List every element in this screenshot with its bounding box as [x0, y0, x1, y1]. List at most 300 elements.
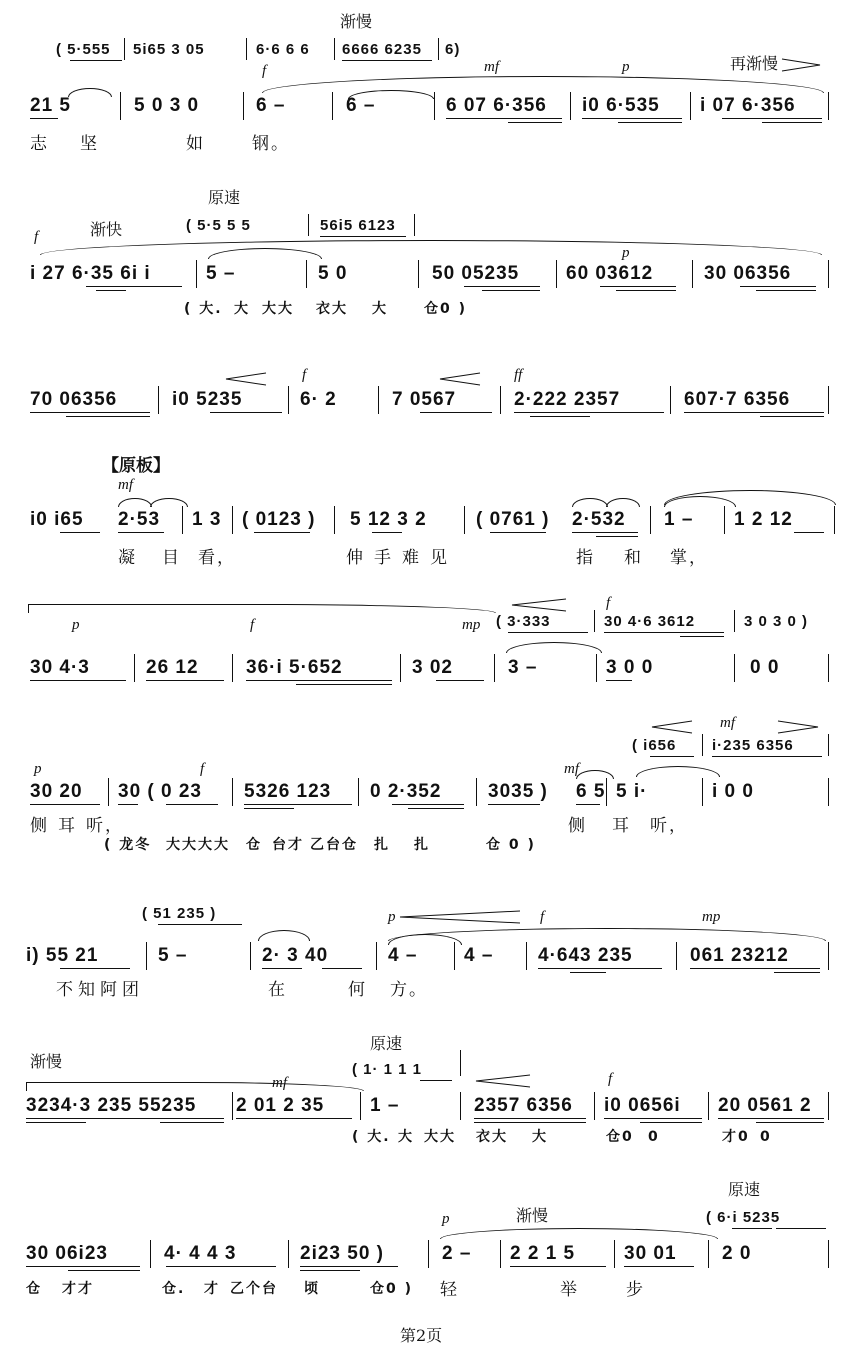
percussion-text: 顷 [304, 1281, 320, 1297]
barline [708, 1240, 709, 1268]
crescendo-hairpin [652, 720, 694, 734]
underline [760, 416, 824, 417]
barline [376, 942, 377, 970]
barline [232, 654, 233, 682]
melody-measure: 5 – [206, 263, 236, 284]
underline [30, 118, 58, 119]
lyric: 和 [624, 548, 643, 568]
barline [460, 1050, 461, 1076]
phrase-slur [440, 1228, 718, 1239]
barline [308, 214, 309, 236]
lyric: 轻 [440, 1280, 459, 1300]
lyric: 钢。 [252, 134, 290, 154]
tempo-mark: 原速 [208, 188, 241, 207]
barline [606, 778, 607, 806]
melody-measure: ( 0761 ) [476, 509, 550, 530]
dynamic-mark: mp [462, 617, 481, 633]
lyric: 见 [430, 548, 449, 568]
melody-measure: 3234·3 235 55235 [26, 1095, 197, 1116]
underline [96, 290, 126, 291]
barline [334, 506, 335, 534]
barline [232, 1092, 233, 1120]
underline [600, 286, 676, 287]
lyric: 听， [650, 816, 688, 836]
melody-measure: 30 01 [624, 1243, 677, 1264]
underline [530, 416, 590, 417]
underline [756, 290, 816, 291]
melody-measure: 2·532 [572, 509, 626, 530]
crescendo-hairpin [226, 372, 268, 386]
dynamic-mark: ff [514, 367, 523, 383]
underline [66, 416, 150, 417]
barline [360, 1092, 361, 1120]
barline [828, 260, 829, 288]
tempo-mark: 再渐慢 [730, 54, 779, 73]
underline [30, 804, 100, 805]
underline [762, 122, 822, 123]
melody-measure: 30 ( 0 23 [118, 781, 202, 802]
lyric: 方。 [390, 980, 428, 1000]
underline [166, 1266, 276, 1267]
lyric: 侧 [568, 816, 587, 836]
melody-measure: 6 07 6·356 [446, 95, 547, 116]
barline [146, 942, 147, 970]
melody-measure: 30 20 [30, 781, 83, 802]
percussion-text: 衣大 [476, 1129, 508, 1145]
melody-measure: 2 0 [722, 1243, 752, 1264]
underline [684, 412, 824, 413]
underline [606, 680, 632, 681]
melody-measure: ( 0123 ) [242, 509, 316, 530]
melody-measure: 2· 3 40 [262, 945, 329, 966]
melody-measure: 26 12 [146, 657, 199, 678]
lyric: 阿 [100, 980, 119, 1000]
percussion-text: 乙个台 [230, 1281, 278, 1297]
lyric: 耳 [612, 816, 631, 836]
percussion-text: 仓0 [606, 1129, 634, 1145]
lyric: 耳 [58, 816, 77, 836]
barline [734, 654, 735, 682]
barline [828, 386, 829, 414]
melody-measure: i0 i65 [30, 509, 84, 530]
underline [776, 1228, 826, 1229]
melody-measure: 2i23 50 ) [300, 1243, 384, 1264]
tie-slur [118, 498, 152, 507]
melody-measure: 70 06356 [30, 389, 118, 410]
dynamic-mark: mf [564, 761, 579, 777]
barline [108, 778, 109, 806]
dynamic-mark: mf [272, 1075, 287, 1091]
percussion-text: 扎 [374, 837, 390, 853]
underline [300, 1270, 360, 1271]
accomp-text: ( 5·5 5 5 [186, 217, 251, 234]
underline [570, 972, 606, 973]
underline [244, 804, 352, 805]
melody-measure: 1 3 [192, 509, 222, 530]
melody-measure: 5 0 3 0 [134, 95, 200, 116]
accomp-text: 30 4·6 3612 [604, 613, 696, 630]
lyric: 步 [626, 1280, 645, 1300]
melody-measure: 0 0 [750, 657, 780, 678]
melody-measure: 5 12 3 2 [350, 509, 427, 530]
underline [392, 804, 464, 805]
percussion-text: 0 [648, 1129, 660, 1145]
barline [250, 942, 251, 970]
underline [246, 680, 392, 681]
lyric: 难 [402, 548, 421, 568]
accomp-text: ( 5·555 [56, 41, 111, 58]
barline [243, 92, 244, 120]
underline [60, 968, 130, 969]
barline [476, 778, 477, 806]
melody-measure: 2·222 2357 [514, 389, 621, 410]
melody-measure: 50 05235 [432, 263, 520, 284]
tempo-mark: 渐慢 [340, 12, 373, 31]
percussion-text: 才才 [62, 1281, 94, 1297]
tie-slur [576, 770, 614, 779]
underline [618, 122, 682, 123]
melody-measure: 2 01 2 35 [236, 1095, 325, 1116]
dynamic-mark: p [442, 1211, 450, 1227]
barline [828, 942, 829, 970]
melody-measure: 3 – [508, 657, 538, 678]
lyric: 听， [86, 816, 124, 836]
barline [246, 38, 247, 60]
barline [150, 1240, 151, 1268]
barline [734, 610, 735, 632]
underline [482, 290, 540, 291]
lyric: 团 [122, 980, 141, 1000]
dynamic-mark: f [606, 595, 611, 611]
barline [494, 654, 495, 682]
barline [828, 778, 829, 806]
barline [182, 506, 183, 534]
underline [210, 412, 282, 413]
barline [400, 654, 401, 682]
underline [26, 1122, 86, 1123]
barline [434, 92, 435, 120]
barline [232, 778, 233, 806]
dynamic-mark: f [34, 229, 39, 245]
melody-measure: 061 23212 [690, 945, 789, 966]
underline [680, 636, 724, 637]
accomp-text: 6666 6235 [342, 41, 422, 58]
dynamic-mark: mf [118, 477, 133, 493]
dynamic-mark: f [200, 761, 205, 777]
lyric: 手 [374, 548, 393, 568]
lyric: 掌， [670, 548, 708, 568]
underline [26, 1266, 140, 1267]
lyric: 如 [186, 134, 205, 154]
percussion-text: 仓0 ) [370, 1281, 414, 1297]
melody-measure: 60 03612 [566, 263, 654, 284]
underline [794, 532, 824, 533]
barline [834, 506, 835, 534]
underline [408, 808, 464, 809]
underline [572, 532, 638, 533]
underline [538, 968, 662, 969]
dynamic-mark: p [34, 761, 42, 777]
melody-measure: 30 4·3 [30, 657, 90, 678]
barline [358, 778, 359, 806]
underline [774, 972, 820, 973]
melody-measure: 1 – [664, 509, 694, 530]
barline [828, 92, 829, 120]
underline [118, 804, 138, 805]
underline [712, 756, 822, 757]
melody-measure: 21 5 [30, 95, 71, 116]
underline [576, 804, 600, 805]
melody-measure: i 27 6·35 6i i [30, 263, 151, 284]
percussion-text: 仓0 ) [424, 301, 468, 317]
tie-slur [636, 766, 720, 777]
barline [526, 942, 527, 970]
percussion-text: 台才 [272, 837, 304, 853]
barline [828, 654, 829, 682]
tie-slur [606, 498, 640, 507]
barline [702, 778, 703, 806]
barline [120, 92, 121, 120]
melody-measure: 3035 ) [488, 781, 548, 802]
barline [438, 38, 439, 60]
section-heading: 【原板】 [102, 456, 170, 476]
underline [320, 236, 406, 237]
barline [692, 260, 693, 288]
underline [604, 632, 724, 633]
dynamic-mark: f [540, 909, 545, 925]
percussion-text: ( 大. [352, 1129, 391, 1145]
lyric: 目 [162, 548, 181, 568]
barline [596, 654, 597, 682]
decrescendo-hairpin [782, 58, 822, 72]
melody-measure: i0 6·535 [582, 95, 660, 116]
underline [514, 412, 664, 413]
barline [676, 942, 677, 970]
crescendo-hairpin [476, 1074, 532, 1088]
percussion-text: 仓 0 ) [486, 837, 536, 853]
underline [508, 632, 588, 633]
barline [570, 92, 571, 120]
lyric: 志 [30, 134, 49, 154]
tempo-mark: 渐慢 [30, 1052, 63, 1071]
underline [732, 1228, 772, 1229]
barline [556, 260, 557, 288]
accomp-text: 6·6 6 6 [256, 41, 310, 58]
underline [604, 1118, 702, 1119]
underline [690, 968, 820, 969]
barline [464, 506, 465, 534]
percussion-text: 衣大 [316, 301, 348, 317]
underline [488, 804, 540, 805]
barline [702, 734, 703, 756]
accomp-text: ( 1· 1 1 1 [352, 1061, 423, 1078]
underline [166, 804, 218, 805]
lyric: 举 [560, 1280, 579, 1300]
melody-measure: 6 – [346, 95, 376, 116]
underline [474, 1122, 586, 1123]
melody-measure: 36·i 5·652 [246, 657, 343, 678]
page-number: 第2页 [400, 1326, 443, 1345]
dynamic-mark: mp [702, 909, 721, 925]
underline [160, 1122, 224, 1123]
barline [614, 1240, 615, 1268]
lyric: 凝 [118, 548, 137, 568]
melody-measure: 4 – [464, 945, 494, 966]
barline [232, 506, 233, 534]
tempo-mark: 渐慢 [516, 1206, 549, 1225]
barline [594, 1092, 595, 1120]
barline [500, 386, 501, 414]
barline [124, 38, 125, 60]
dynamic-mark: p [388, 909, 396, 925]
barline [288, 1240, 289, 1268]
lyric: 知 [78, 980, 97, 1000]
percussion-text: 仓 [246, 837, 262, 853]
dynamic-mark: f [250, 617, 255, 633]
melody-measure: 2357 6356 [474, 1095, 573, 1116]
underline [146, 680, 224, 681]
crescendo-hairpin [400, 910, 522, 924]
tie-slur [258, 930, 310, 941]
melody-measure: 0 2·352 [370, 781, 442, 802]
melody-measure: 6 5 [576, 781, 606, 802]
dynamic-mark: p [622, 59, 630, 75]
percussion-text: ( 大. [184, 301, 223, 317]
melody-measure: i0 5235 [172, 389, 243, 410]
accomp-text: ( 51 235 ) [142, 905, 217, 922]
barline [158, 386, 159, 414]
percussion-text: 大 [372, 301, 388, 317]
barline [378, 386, 379, 414]
melody-measure: i 07 6·356 [700, 95, 796, 116]
accomp-text: 56i5 6123 [320, 217, 396, 234]
barline [134, 654, 135, 682]
barline [334, 38, 335, 60]
melody-measure: 607·7 6356 [684, 389, 791, 410]
underline [158, 924, 242, 925]
barline [288, 386, 289, 414]
percussion-text: 大大大大 [166, 837, 230, 853]
melody-measure: 5 i· [616, 781, 648, 802]
underline [60, 532, 100, 533]
barline [708, 1092, 709, 1120]
dynamic-mark: p [72, 617, 80, 633]
dynamic-mark: f [302, 367, 307, 383]
melody-measure: 2 2 1 5 [510, 1243, 576, 1264]
lyric: 指 [576, 548, 595, 568]
dynamic-mark: f [608, 1071, 613, 1087]
accomp-text: i·235 6356 [712, 737, 794, 754]
underline [582, 118, 682, 119]
underline [490, 532, 546, 533]
underline [254, 532, 310, 533]
phrase-slur [40, 240, 822, 255]
underline [420, 412, 492, 413]
decrescendo-hairpin [778, 720, 820, 734]
phrase-slur [262, 76, 824, 93]
barline [460, 1092, 461, 1120]
melody-measure: 4·643 235 [538, 945, 633, 966]
underline [508, 122, 562, 123]
barline [196, 260, 197, 288]
melody-measure: 1 – [370, 1095, 400, 1116]
underline [30, 680, 126, 681]
percussion-text: 才 [204, 1281, 220, 1297]
phrase-slur [28, 604, 496, 613]
melody-measure: i0 0656i [604, 1095, 681, 1116]
underline [596, 536, 638, 537]
underline [322, 968, 362, 969]
lyric: 在 [268, 980, 287, 1000]
underline [68, 1270, 140, 1271]
barline [594, 610, 595, 632]
percussion-text: 0 [760, 1129, 772, 1145]
tempo-mark: 原速 [728, 1180, 761, 1199]
percussion-text: 大 [398, 1129, 414, 1145]
tie-slur [68, 88, 112, 97]
underline [420, 1080, 452, 1081]
tie-slur [572, 498, 608, 507]
underline [86, 286, 182, 287]
melody-measure: 5 0 [318, 263, 348, 284]
tempo-mark: 原速 [370, 1034, 403, 1053]
underline [722, 118, 822, 119]
percussion-text: 大大 [424, 1129, 456, 1145]
melody-measure: 30 06356 [704, 263, 792, 284]
melody-measure: 2·53 [118, 509, 161, 530]
underline [118, 532, 164, 533]
percussion-text: ( 龙冬 [104, 837, 152, 853]
barline [500, 1240, 501, 1268]
lyric: 坚 [80, 134, 99, 154]
melody-measure: 2 – [442, 1243, 472, 1264]
underline [342, 60, 432, 61]
accomp-text: ( i656 [632, 737, 677, 754]
lyric: 伸 [346, 548, 365, 568]
underline [446, 118, 562, 119]
melody-measure: i 0 0 [712, 781, 754, 802]
melody-measure: 1 2 12 [734, 509, 793, 530]
barline [828, 1092, 829, 1120]
melody-measure: 30 06i23 [26, 1243, 108, 1264]
barline [428, 1240, 429, 1268]
melody-measure: 3 0 0 [606, 657, 654, 678]
accomp-text: 6) [445, 41, 461, 58]
lyric: 不 [56, 980, 75, 1000]
melody-measure: 6· 2 [300, 389, 337, 410]
barline [332, 92, 333, 120]
barline [414, 214, 415, 236]
barline [306, 260, 307, 288]
underline [756, 1122, 824, 1123]
percussion-text: 才0 [722, 1129, 750, 1145]
underline [372, 532, 402, 533]
melody-measure: 4· 4 4 3 [164, 1243, 237, 1264]
underline [30, 412, 150, 413]
barline [828, 1240, 829, 1268]
accomp-text: ( 6·i 5235 [706, 1209, 781, 1226]
percussion-text: 扎 [414, 837, 430, 853]
barline [690, 92, 691, 120]
crescendo-hairpin [440, 372, 482, 386]
percussion-text: 大 [234, 301, 250, 317]
underline [616, 290, 676, 291]
underline [236, 1118, 352, 1119]
dynamic-mark: f [262, 63, 267, 79]
melody-measure: i) 55 21 [26, 945, 99, 966]
barline [670, 386, 671, 414]
lyric: 何 [348, 980, 367, 1000]
